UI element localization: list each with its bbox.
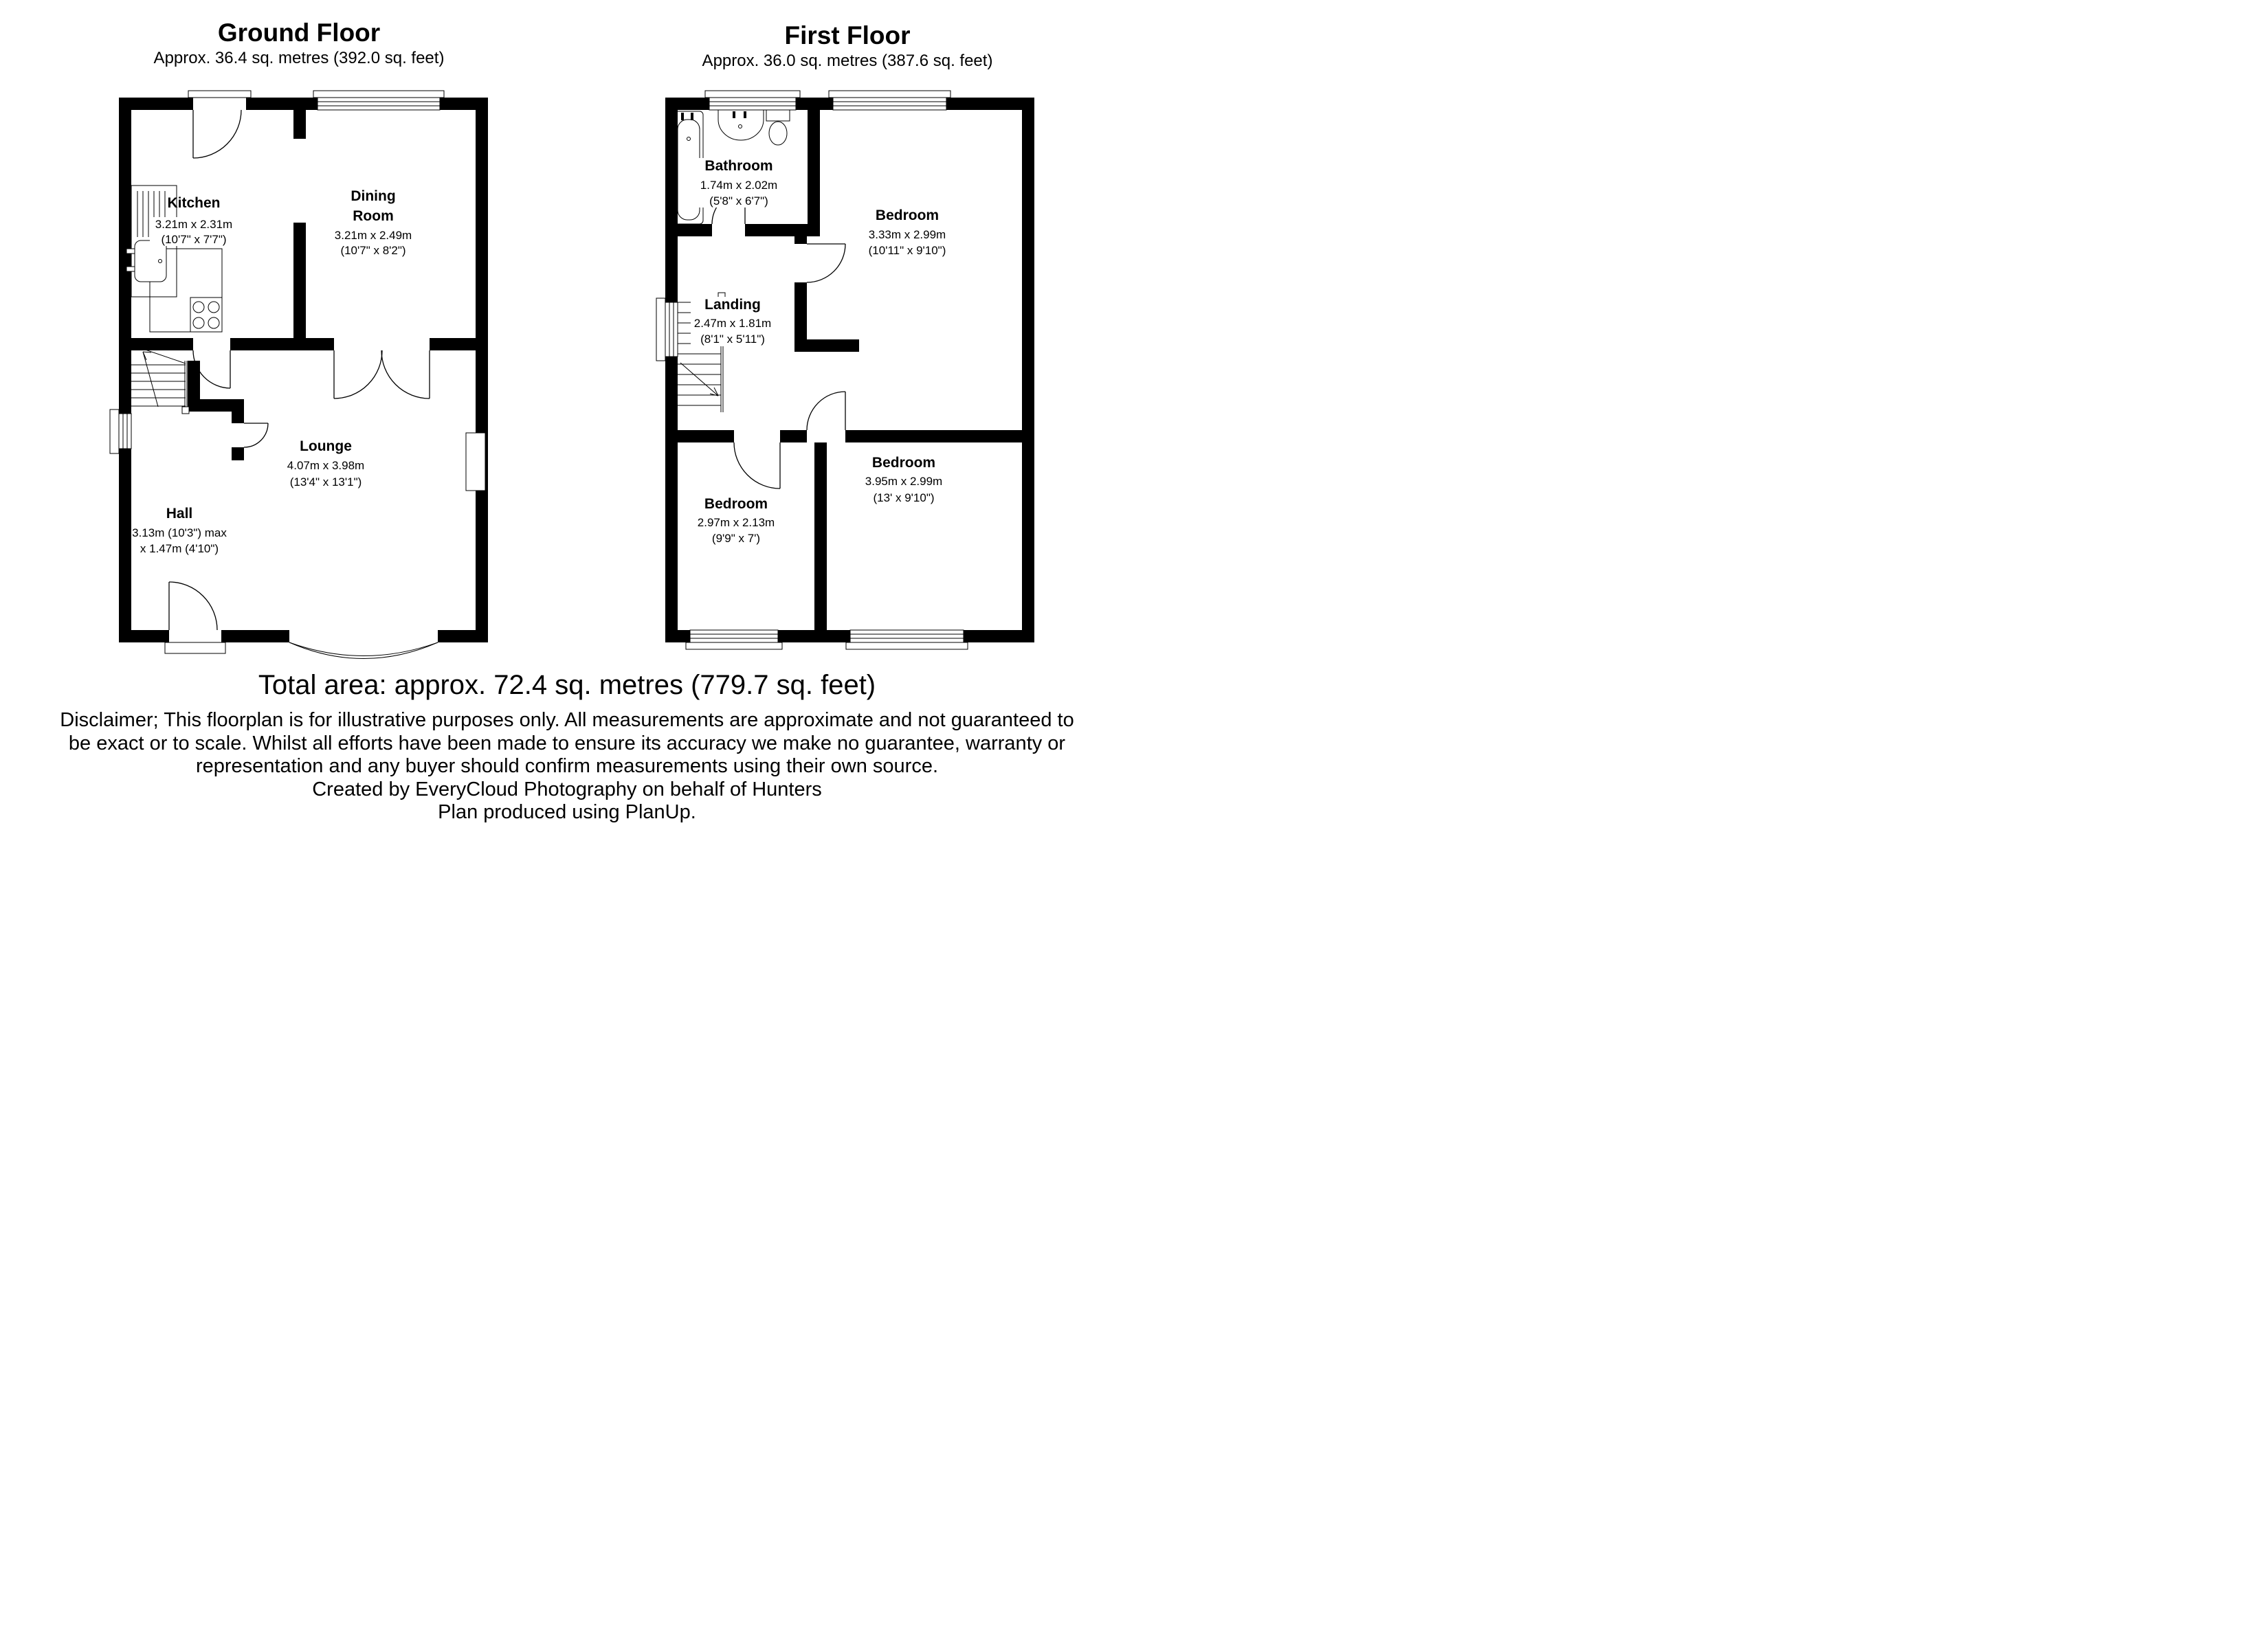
- toilet: [766, 110, 790, 145]
- back-door-step: [188, 91, 251, 98]
- bathtub: [674, 111, 703, 224]
- front-door: [169, 582, 217, 630]
- first-floor-plan: [655, 88, 1044, 695]
- svg-text:Hall: Hall: [166, 506, 193, 521]
- landing-label: [694, 297, 771, 346]
- first-floor-subtitle: Approx. 36.0 sq. metres (387.6 sq. feet): [702, 52, 993, 70]
- ground-floor-walls: [119, 98, 488, 642]
- svg-text:4.07m x 3.98m: 4.07m x 3.98m: [287, 459, 365, 472]
- svg-text:3.21m x 2.31m: 3.21m x 2.31m: [155, 218, 233, 231]
- front-door-step: [165, 642, 225, 653]
- svg-text:(8'1" x 5'11"): (8'1" x 5'11"): [700, 333, 765, 346]
- disclaimer-line: Created by EveryCloud Photography on behalf of Hunters: [312, 778, 822, 800]
- landing-window-sill: [656, 298, 665, 361]
- svg-text:1.74m x 2.02m: 1.74m x 2.02m: [700, 179, 778, 192]
- svg-text:(10'7" x 7'7"): (10'7" x 7'7"): [161, 233, 227, 246]
- dining-room-label: [335, 188, 412, 257]
- first-floor-title: First Floor: [784, 21, 911, 49]
- ground-floor-title: Ground Floor: [217, 19, 381, 47]
- disclaimer-line: representation and any buyer should confirm measurements using their own source.: [195, 755, 939, 777]
- bedroom-rear-window: [833, 98, 946, 110]
- total-area: Total area: approx. 72.4 sq. metres (779.7 sq. feet): [258, 670, 876, 700]
- svg-text:3.13m (10'3") max: 3.13m (10'3") max: [132, 526, 227, 539]
- svg-text:(10'11" x 9'10"): (10'11" x 9'10"): [868, 244, 946, 257]
- disclaimer-line: Plan produced using PlanUp.: [438, 801, 696, 823]
- svg-text:(13' x 9'10"): (13' x 9'10"): [873, 491, 935, 504]
- svg-text:Dining: Dining: [351, 188, 396, 204]
- svg-text:2.47m x 1.81m: 2.47m x 1.81m: [693, 317, 772, 330]
- svg-text:Bedroom: Bedroom: [871, 455, 936, 471]
- svg-text:Bedroom: Bedroom: [875, 207, 940, 223]
- french-doors-dining-lounge: [334, 350, 430, 399]
- bedroom-right-door: [807, 392, 845, 430]
- svg-text:Bathroom: Bathroom: [704, 158, 773, 174]
- staircase-ground: [131, 345, 189, 414]
- kitchen-label: [155, 195, 232, 246]
- disclaimer-line: Disclaimer; This floorplan is for illustrative purposes only. All measurements are approximate and not guaranteed to: [60, 709, 1074, 731]
- hall-label: [132, 506, 227, 555]
- bedroom-left-window: [690, 630, 778, 642]
- ground-floor-plan: [109, 88, 498, 695]
- svg-text:(5'8" x 6'7"): (5'8" x 6'7"): [709, 194, 768, 207]
- svg-text:x 1.47m (4'10"): x 1.47m (4'10"): [140, 542, 219, 555]
- hall-lounge-door: [244, 423, 268, 447]
- bathroom-window-sill: [705, 91, 800, 98]
- svg-text:(9'9" x 7'): (9'9" x 7'): [711, 532, 761, 545]
- ground-floor-header: [154, 19, 445, 70]
- bedroom-rear-window-sill: [829, 91, 950, 98]
- hall-window: [119, 414, 131, 449]
- svg-text:Lounge: Lounge: [300, 438, 352, 454]
- bedroom-front-left-label: [698, 496, 775, 545]
- svg-text:3.95m x 2.99m: 3.95m x 2.99m: [865, 475, 943, 488]
- disclaimer-line: be exact or to scale. Whilst all efforts have been made to ensure its accuracy we make no guarantee, warranty or: [68, 732, 1066, 754]
- svg-text:Bedroom: Bedroom: [704, 496, 768, 512]
- hall-window-sill: [110, 410, 119, 453]
- svg-text:Kitchen: Kitchen: [167, 195, 221, 211]
- bedroom-right-window-sill: [846, 642, 968, 649]
- floorplan-page: [0, 0, 1134, 824]
- svg-text:2.97m x 2.13m: 2.97m x 2.13m: [697, 516, 775, 529]
- svg-text:3.21m x 2.49m: 3.21m x 2.49m: [334, 229, 412, 242]
- lounge-label: [287, 438, 364, 489]
- dining-window-sill: [313, 91, 444, 98]
- svg-text:3.33m x 2.99m: 3.33m x 2.99m: [868, 228, 946, 241]
- bathroom-label: [700, 158, 777, 207]
- svg-text:Room: Room: [353, 208, 394, 224]
- svg-text:(13'4" x 13'1"): (13'4" x 13'1"): [289, 475, 362, 489]
- fireplace: [466, 433, 485, 491]
- bedroom-front-right-label: [865, 455, 942, 504]
- bedroom-rear-label: [869, 207, 946, 257]
- bedroom-rear-door: [807, 244, 845, 282]
- bedroom-left-door: [734, 442, 780, 489]
- disclaimer: [0, 709, 1134, 824]
- bedroom-right-window: [850, 630, 964, 642]
- svg-text:(10'7" x 8'2"): (10'7" x 8'2"): [340, 244, 406, 257]
- dining-room-window: [318, 98, 440, 110]
- bathroom-window: [709, 98, 796, 110]
- kitchen-back-door: [193, 110, 241, 158]
- landing-window: [665, 302, 678, 357]
- bedroom-left-window-sill: [686, 642, 782, 649]
- hob: [190, 298, 222, 332]
- wash-basin: [718, 110, 764, 140]
- svg-text:Landing: Landing: [704, 297, 761, 313]
- lounge-bow-window: [289, 642, 438, 659]
- first-floor-header: [702, 22, 993, 73]
- ground-floor-subtitle: Approx. 36.4 sq. metres (392.0 sq. feet): [153, 49, 445, 67]
